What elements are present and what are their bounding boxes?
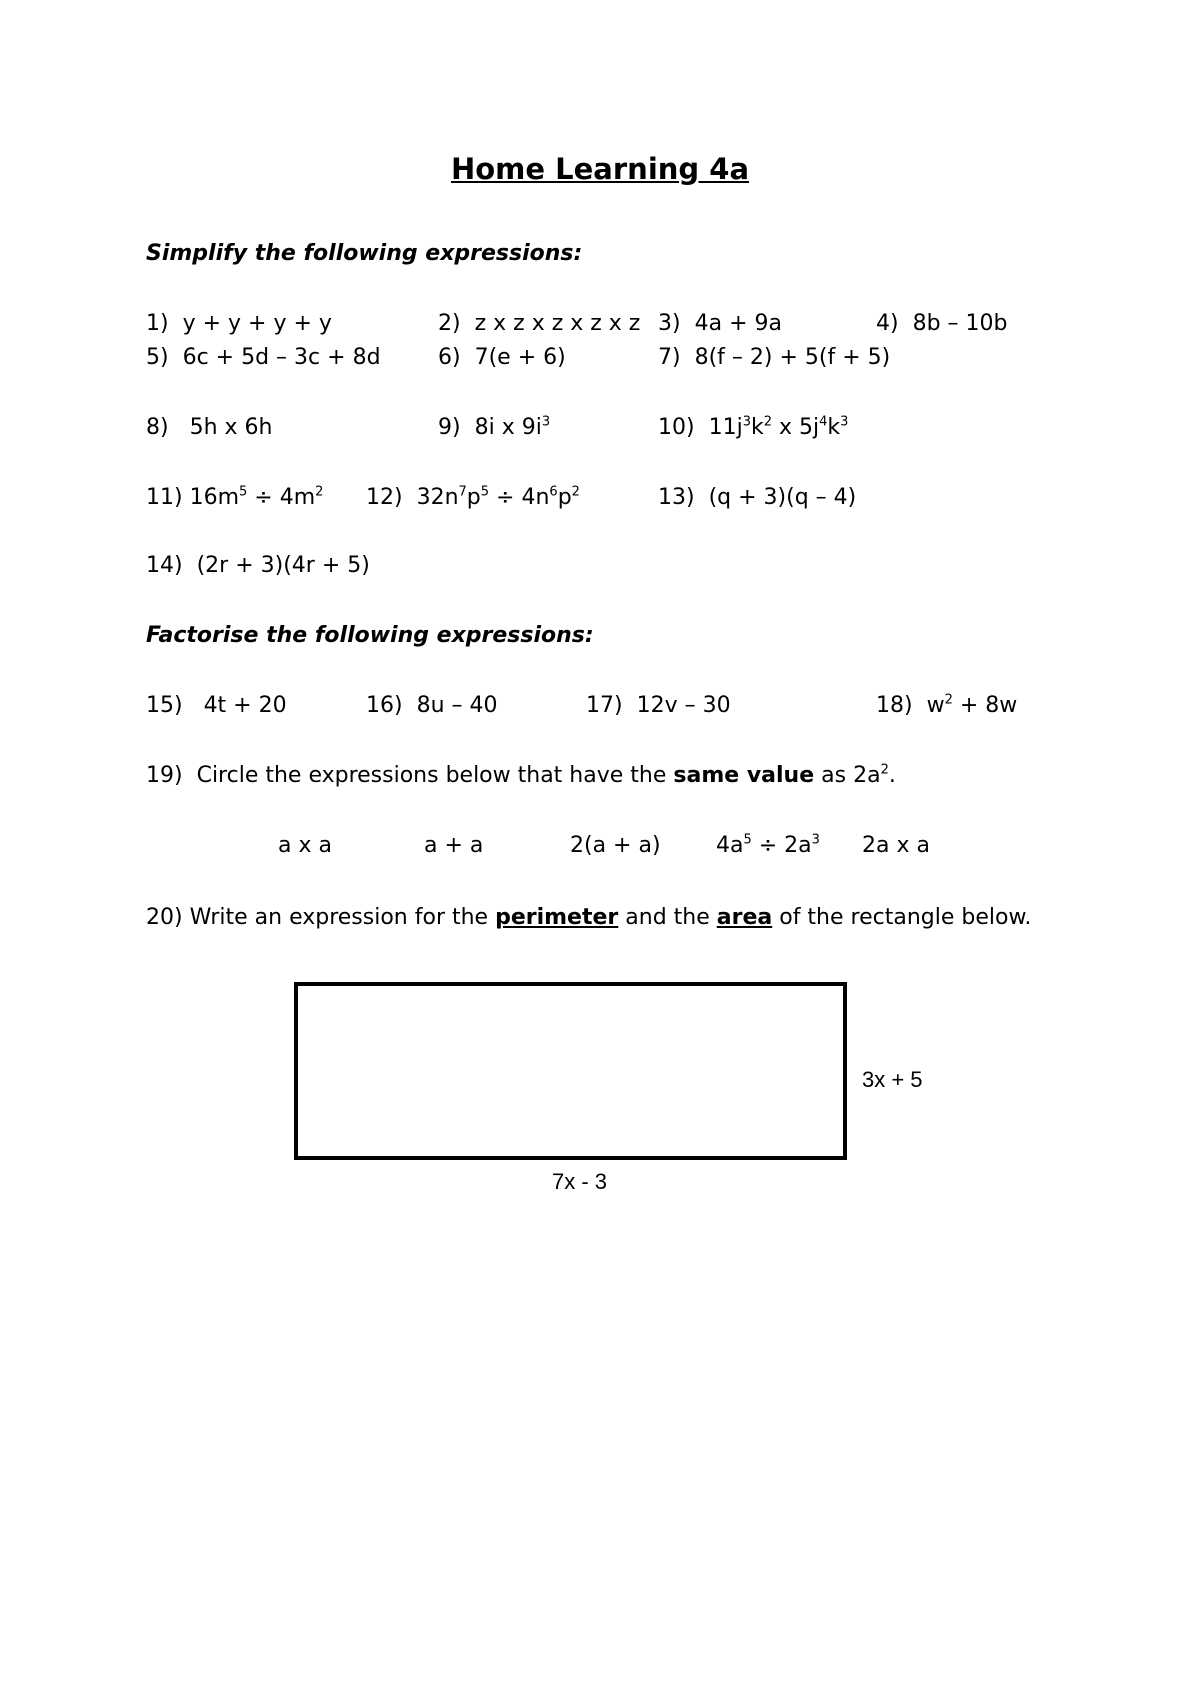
question-expression: 4t + 20 — [203, 693, 287, 718]
exponent: 5 — [239, 484, 248, 500]
exponent: 2 — [571, 484, 580, 500]
question-number: 12) — [366, 485, 403, 510]
expression-part: 11j — [708, 415, 743, 440]
question-number: 16) — [366, 693, 403, 718]
question-number: 9) — [438, 415, 461, 440]
exponent: 2 — [880, 762, 889, 778]
question-20 — [146, 904, 1031, 932]
expression-part: k — [750, 415, 764, 440]
exponent: 2 — [315, 484, 324, 500]
question-number: 11) — [146, 485, 183, 510]
question-8 — [146, 414, 272, 442]
question-number: 8) — [146, 415, 169, 440]
option-5: 2a x a — [862, 833, 930, 858]
question-number: 14) — [146, 553, 183, 578]
exponent: 5 — [480, 484, 490, 500]
expression-part: 16m — [189, 485, 240, 510]
perimeter-word: perimeter — [495, 905, 619, 930]
question-text-bold: same value — [673, 763, 815, 788]
question-number: 4) — [876, 311, 899, 336]
expression-part: p — [466, 485, 481, 510]
expression-part: w — [926, 693, 945, 718]
exponent: 7 — [458, 484, 467, 500]
expression-part: k — [827, 415, 841, 440]
question-expression: 6c + 5d – 3c + 8d — [182, 345, 381, 370]
question-number: 17) — [586, 693, 623, 718]
question-number: 2) — [438, 311, 461, 336]
question-15 — [146, 692, 287, 720]
option-2: a + a — [424, 833, 484, 858]
question-19 — [146, 762, 896, 790]
question-text: as 2a — [814, 763, 881, 788]
option-3: 2(a + a) — [570, 833, 661, 858]
question-text: Circle the expressions below that have the — [196, 763, 674, 788]
question-4 — [876, 310, 1008, 338]
question-16 — [366, 692, 498, 720]
question-11 — [146, 484, 323, 512]
question-expression: 8i x 9i — [474, 415, 542, 440]
question-number: 1) — [146, 311, 169, 336]
question-14 — [146, 552, 370, 580]
question-expression: 12v – 30 — [636, 693, 731, 718]
expression-part: ÷ 4n — [489, 485, 550, 510]
question-number: 15) — [146, 693, 183, 718]
exponent: 3 — [541, 414, 551, 430]
question-text: and the — [618, 905, 717, 930]
expression-part: + 8w — [952, 693, 1018, 718]
question-number: 18) — [876, 693, 913, 718]
question-text: of the rectangle below. — [772, 905, 1032, 930]
question-expression: 8(f – 2) + 5(f + 5) — [694, 345, 891, 370]
expression-part: 4a — [716, 833, 744, 858]
question-number: 5) — [146, 345, 169, 370]
question-5 — [146, 344, 381, 372]
rectangle-height-label: 3x + 5 — [862, 1067, 923, 1092]
question-expression: 8u – 40 — [416, 693, 498, 718]
question-expression: (q + 3)(q – 4) — [708, 485, 857, 510]
question-2 — [438, 310, 640, 338]
rectangle-diagram — [294, 982, 847, 1160]
exponent: 3 — [811, 832, 820, 848]
option-1: a x a — [278, 833, 332, 858]
question-expression: 5h x 6h — [189, 415, 273, 440]
question-3 — [658, 310, 782, 338]
exponent: 4 — [819, 414, 828, 430]
question-number: 19) — [146, 763, 183, 788]
exponent: 3 — [742, 414, 751, 430]
question-expression: 4a + 9a — [694, 311, 782, 336]
area-word: area — [716, 905, 773, 930]
question-text: . — [888, 763, 896, 788]
question-expression: y + y + y + y — [182, 311, 332, 336]
exponent: 2 — [944, 692, 953, 708]
question-number: 13) — [658, 485, 695, 510]
question-number: 20) — [146, 905, 183, 930]
exponent: 6 — [549, 484, 558, 500]
page-title: Home Learning 4a — [450, 152, 750, 186]
question-number: 7) — [658, 345, 681, 370]
question-text: Write an expression for the — [189, 905, 496, 930]
factorise-heading: Factorise the following expressions: — [146, 623, 594, 648]
question-17 — [586, 692, 731, 720]
question-6 — [438, 344, 566, 372]
question-10 — [658, 414, 848, 442]
rectangle-width-label: 7x - 3 — [552, 1169, 608, 1194]
question-1 — [146, 310, 332, 338]
question-18 — [876, 692, 1017, 720]
expression-part: p — [557, 485, 572, 510]
simplify-heading: Simplify the following expressions: — [146, 241, 583, 266]
expression-part: 32n — [416, 485, 459, 510]
question-expression: 8b – 10b — [912, 311, 1008, 336]
question-number: 3) — [658, 311, 681, 336]
question-7 — [658, 344, 890, 372]
question-12 — [366, 484, 580, 512]
option-4 — [716, 832, 820, 860]
exponent: 5 — [743, 832, 752, 848]
question-expression: (2r + 3)(4r + 5) — [196, 553, 370, 578]
question-expression: 7(e + 6) — [474, 345, 566, 370]
question-number: 10) — [658, 415, 695, 440]
expression-part: x 5j — [772, 415, 820, 440]
question-number: 6) — [438, 345, 461, 370]
expression-part: ÷ 4m — [247, 485, 316, 510]
question-9 — [438, 414, 550, 442]
exponent: 3 — [840, 414, 849, 430]
exponent: 2 — [763, 414, 772, 430]
question-expression: z x z x z x z x z — [474, 311, 641, 336]
expression-part: ÷ 2a — [751, 833, 812, 858]
question-13 — [658, 484, 856, 512]
